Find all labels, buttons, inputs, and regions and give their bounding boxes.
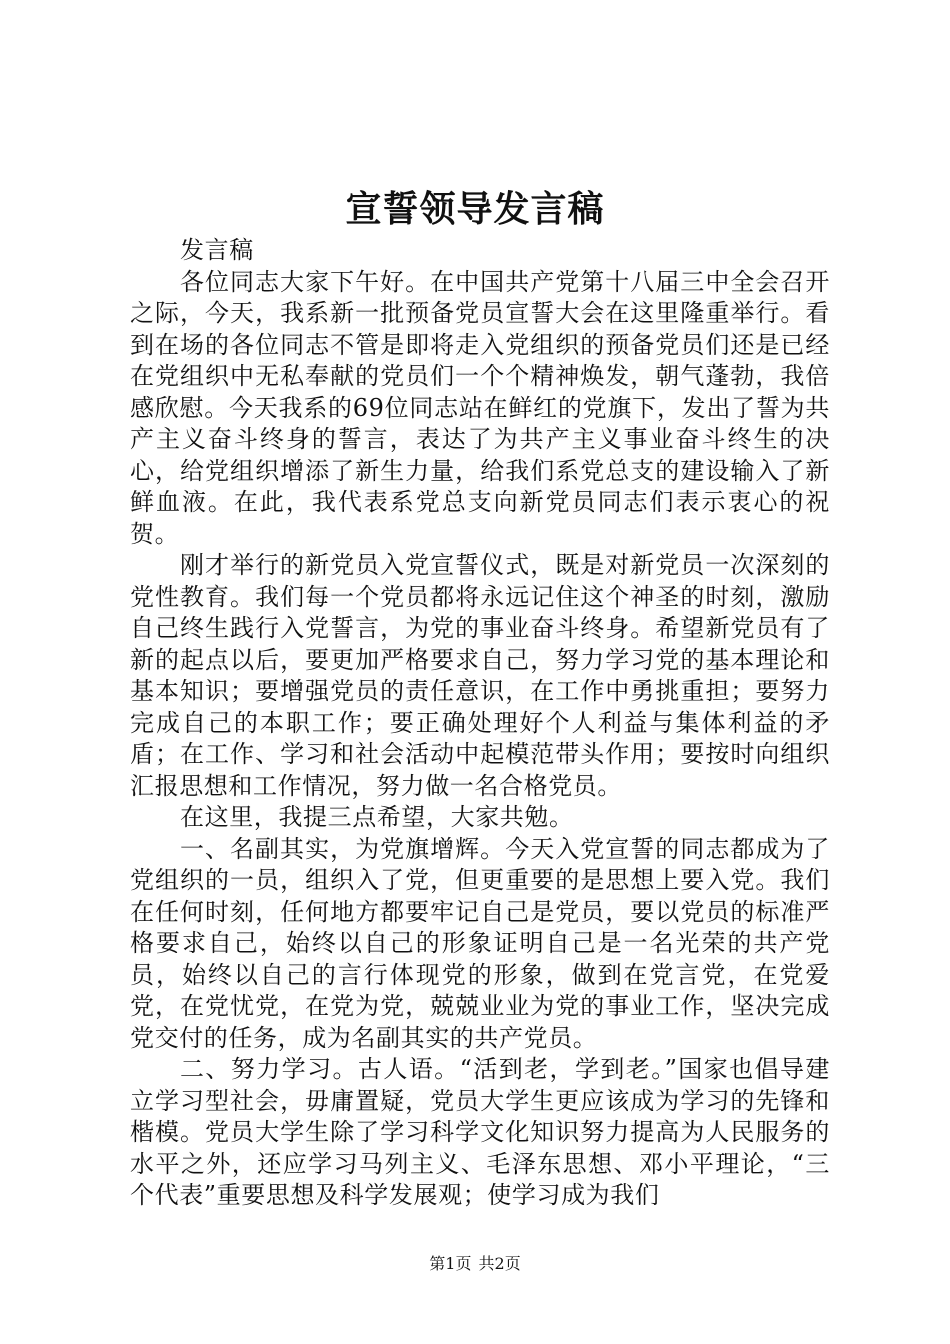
page-footer: 第1页 共2页 <box>429 1254 521 1273</box>
paragraph: 一、名副其实，为党旗增辉。今天入党宣誓的同志都成为了党组织的一员，组织入了党，但更重要的是思想上要入党。我们在任何时刻，任何地方都要牢记自己是党员，要以党员的标准严格要求自己，始终以自己的形象证明自己是一名光荣的共产党员，始终以自己的言行体现党的形象，做到在党言党，在党爱党，在党忧党，在党为党，兢兢业业为党的事业工作，坚决完成党交付的任务，成为名副其实的共产党员。 <box>130 834 830 1052</box>
paragraph: 刚才举行的新党员入党宣誓仪式，既是对新党员一次深刻的党性教育。我们每一个党员都将永远记住这个神圣的时刻，激励自己终生践行入党誓言，为党的事业奋斗终身。希望新党员有了新的起点以后，要更加严格要求自己，努力学习党的基本理论和基本知识；要增强党员的责任意识，在工作中勇挑重担；要努力完成自己的本职工作；要正确处理好个人利益与集体利益的矛盾；在工作、学习和社会活动中起模范带头作用；要按时向组织汇报思想和工作情况，努力做一名合格党员。 <box>130 551 830 800</box>
paragraph: 二、努力学习。古人语。“活到老，学到老。”国家也倡导建立学习型社会，毋庸置疑，党员大学生更应该成为学习的先锋和楷模。党员大学生除了学习科学文化知识努力提高为人民服务的水平之外，还应学习马列主义、毛泽东思想、邓小平理论，“三个代表”重要思想及科学发展观；使学习成为我们 <box>130 1055 830 1209</box>
document-body <box>130 235 830 1212</box>
paragraph-heading: 发言稿 <box>180 236 254 264</box>
paragraph: 在这里，我提三点希望，大家共勉。 <box>180 803 574 831</box>
paragraph: 各位同志大家下午好。在中国共产党第十八届三中全会召开之际，今天，我系新一批预备党员宣誓大会在这里隆重举行。看到在场的各位同志不管是即将走入党组织的预备党员们还是已经在党组织中无私奉献的党员们一个个精神焕发，朝气蓬勃，我倍感欣慰。今天我系的69位同志站在鲜红的党旗下，发出了誓为共产主义奋斗终身的誓言，表达了为共产主义事业奋斗终生的决心，给党组织增添了新生力量，给我们系党总支的建设输入了新鲜血液。在此，我代表系党总支向新党员同志们表示衷心的祝贺。 <box>130 267 830 548</box>
page-title: 宣誓领导发言稿 <box>345 188 605 230</box>
